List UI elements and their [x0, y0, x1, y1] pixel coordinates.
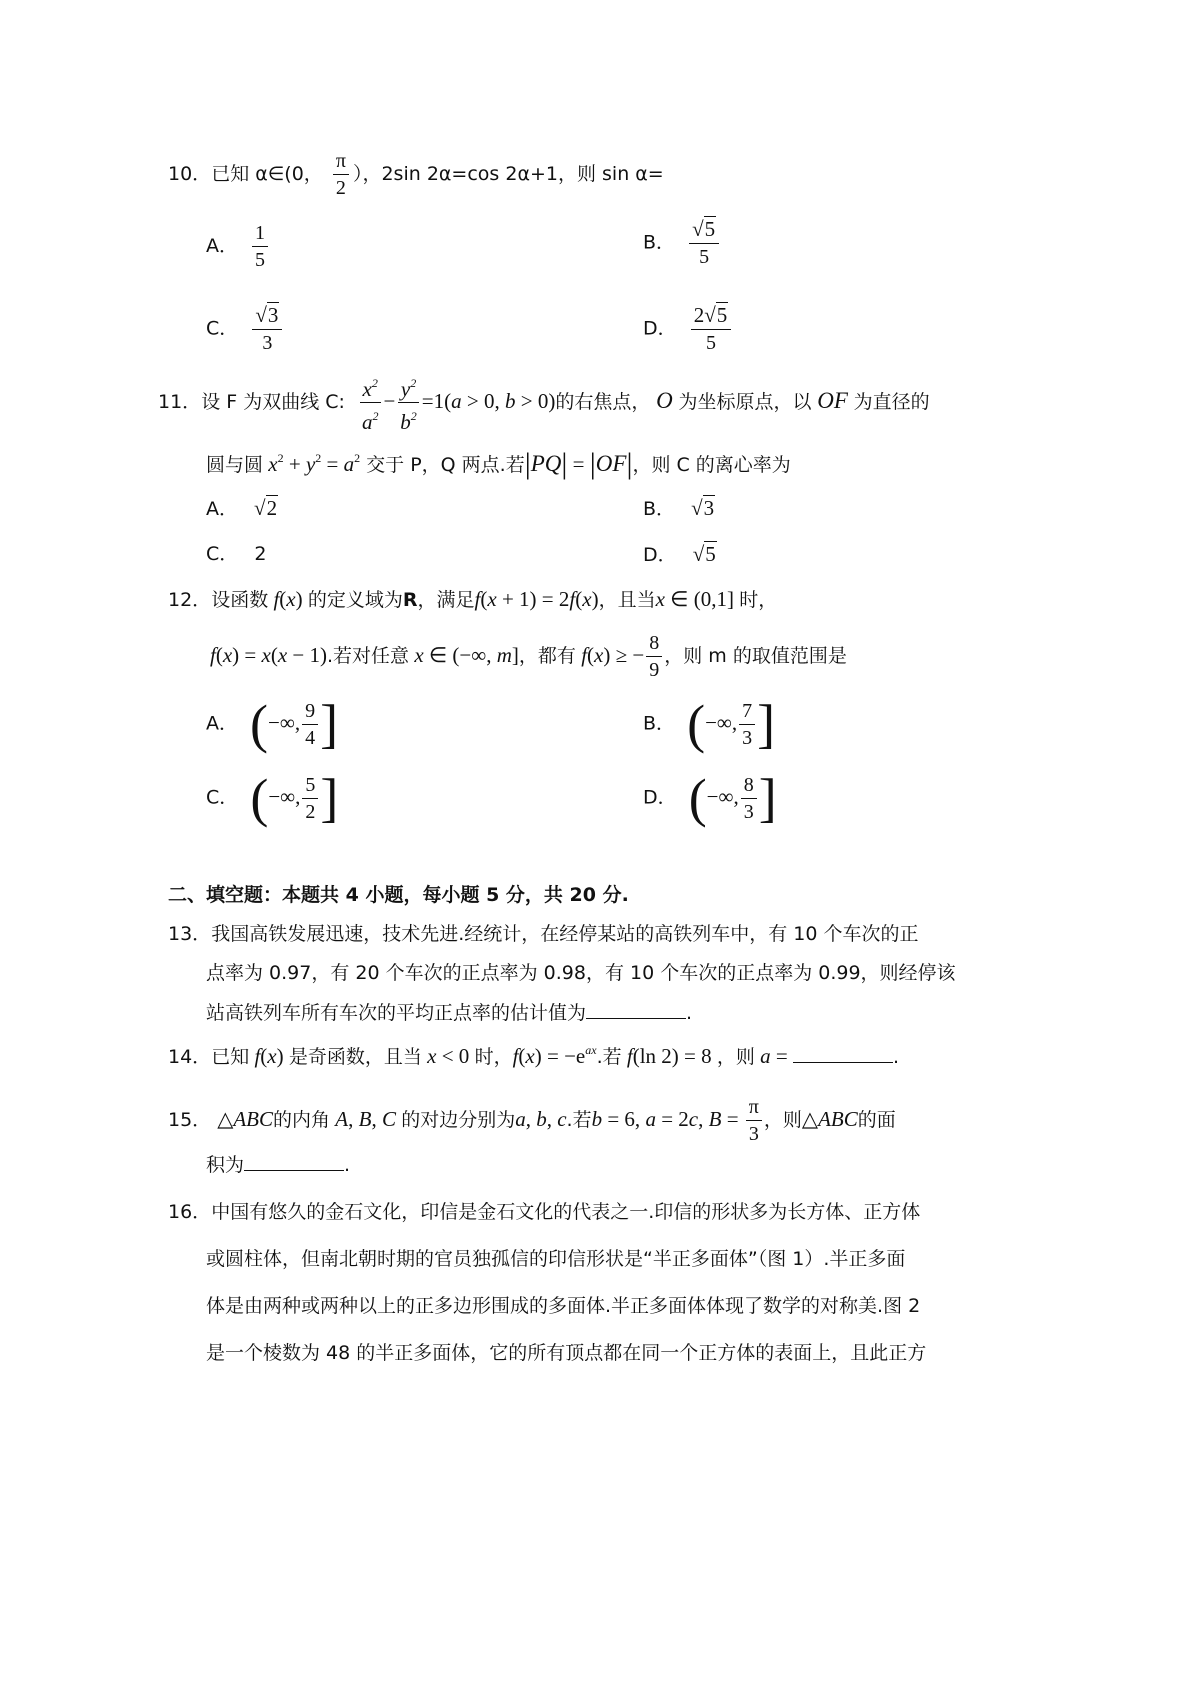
q10-option-d-value: $\frac{2√5}{5}$ [691, 304, 732, 354]
q10-option-b: B． $\frac{√5}{5}$ [643, 218, 721, 268]
q16-line4: 是一个棱数为 48 的半正多面体，它的所有顶点都在同一个正方体的表面上，且此正方 [206, 1342, 927, 1364]
q14-stem: 14．已知 f(x) 是奇函数，且当 x < 0 时，$f(x) = -e^{ax}$.若 f(ln 2) = 8 ，则 a = . [168, 1043, 900, 1068]
q10-option-a: A． $\frac{1}{5}$ [206, 222, 270, 271]
q14-blank[interactable] [793, 1044, 893, 1063]
q10-option-c: C． $\frac{√3}{3}$ [206, 304, 284, 354]
q12-stem-line2: f(x) = x(x − 1).若对任意 x ∈ (−∞, m]，都有 f(x) ≥ − $\frac{8}{9}$ ，则 m 的取值范围是 [210, 632, 847, 681]
q16-number: 16． [168, 1201, 212, 1223]
q12-number: 12． [168, 589, 212, 611]
q15-blank[interactable] [244, 1152, 344, 1171]
q16-line1: 16．中国有悠久的金石文化，印信是金石文化的代表之一.印信的形状多为长方体、正方体 [168, 1201, 921, 1223]
q11-stem-line1: 11．设 F 为双曲线 C: $\frac{x^2}{a^2}$ − $\frac{y^2}{b^2}$ =1(a > 0, b > 0)的右焦点， O 为坐标原点，以 OF 为直径的 [158, 372, 930, 433]
q13-line3: 站高铁列车所有车次的平均正点率的估计值为 . [206, 1002, 693, 1024]
q12-option-c: C． (−∞, $\frac{5}{2}$ ] [206, 768, 339, 828]
q12-option-d: D． (−∞, $\frac{8}{3}$ ] [643, 768, 777, 828]
q10-fraction: $\frac{\pi}{2}$ [333, 150, 349, 199]
q13-line2: 点率为 0.97，有 20 个车次的正点率为 0.98，有 10 个车次的正点率为 0.99，则经停该 [206, 962, 956, 984]
q11-frac-x: $\frac{x^2}{a^2}$ [359, 372, 382, 433]
q16-line3: 体是由两种或两种以上的正多边形围成的多面体.半正多面体体现了数学的对称美.图 2 [206, 1295, 921, 1317]
q11-option-c: C． 2 [206, 543, 267, 565]
q11-option-a: A． √2 [206, 496, 278, 520]
q10-option-a-value: $\frac{1}{5}$ [252, 222, 268, 271]
q11-stem-line2: 圆与圆 $x^2 + y^2 = a^2$ 交于 P，Q 两点.若|PQ| = |OF|，则 C 的离心率为 [206, 447, 791, 480]
q16-line2: 或圆柱体，但南北朝时期的官员独孤信的印信形状是“半正多面体”（图 1）.半正多面 [206, 1248, 906, 1270]
q15-number: 15． [168, 1109, 212, 1131]
q13-blank[interactable] [586, 1000, 686, 1019]
q10-option-c-value: $\frac{√3}{3}$ [252, 304, 282, 354]
q15-stem-line2: 积为 . [206, 1154, 351, 1176]
q12-option-a: A． (−∞, $\frac{9}{4}$ ] [206, 694, 339, 754]
q10-text-a: 已知 α∈(0， [211, 163, 323, 185]
q10-number: 10． [168, 163, 212, 185]
q10-option-b-value: $\frac{√5}{5}$ [689, 218, 719, 268]
q10-text-b: ），2sin 2α=cos 2α+1，则 sin α= [352, 163, 664, 185]
q11-option-b: B． √3 [643, 496, 715, 520]
q10-stem [168, 150, 664, 199]
q11-option-d: D． √5 [643, 542, 716, 566]
q15-stem-line1: 15． △ABC的内角 A, B, C 的对边分别为a, b, c.若b = 6, a = 2c, B = $\frac{\pi}{3}$ ，则△ABC的面 [168, 1096, 896, 1145]
q11-number: 11． [158, 391, 202, 413]
q12-option-b: B． (−∞, $\frac{7}{3}$ ] [643, 694, 776, 754]
section-heading: 二、填空题：本题共 4 小题，每小题 5 分，共 20 分. [168, 884, 629, 906]
q13-number: 13． [168, 923, 212, 945]
q12-stem-line1: 12．设函数 f(x) 的定义域为R，满足f(x + 1) = 2f(x)，且当x ∈ (0,1] 时， [168, 587, 778, 611]
q14-number: 14． [168, 1046, 212, 1068]
q11-frac-y: $\frac{y^2}{b^2}$ [397, 372, 420, 433]
q10-option-d: D． $\frac{2√5}{5}$ [643, 304, 733, 354]
q13-line1: 13．我国高铁发展迅速，技术先进.经统计，在经停某站的高铁列车中，有 10 个车次的正 [168, 923, 919, 945]
